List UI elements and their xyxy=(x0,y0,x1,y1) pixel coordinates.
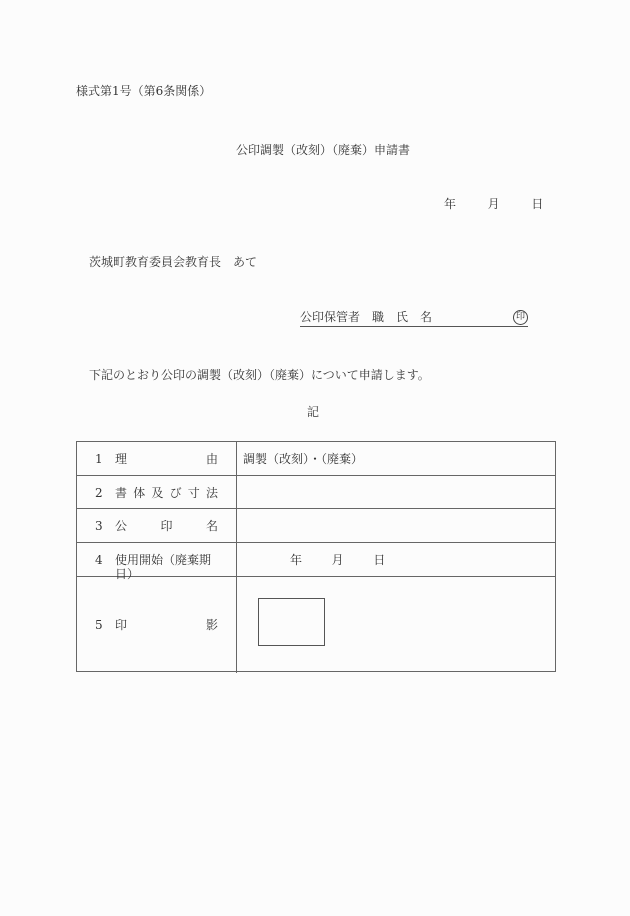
document-title: 公印調製（改刻）（廃棄）申請書 xyxy=(236,143,411,157)
body-text: 下記のとおり公印の調製（改刻）（廃棄）について申請します。 xyxy=(89,368,430,382)
table-row-font-size xyxy=(77,476,555,509)
table-row-start-date xyxy=(77,543,555,581)
seal-impression-box[interactable] xyxy=(258,598,325,646)
date-year: 年 xyxy=(444,197,457,211)
label-cell: 2 書 体 及 び 寸 法 xyxy=(77,476,237,508)
label-cell: 1 理 由 xyxy=(77,442,237,475)
ki-heading: 記 xyxy=(307,405,320,419)
application-table xyxy=(76,441,556,672)
application-date xyxy=(444,197,543,211)
form-number: 様式第1号（第6条関係） xyxy=(76,84,212,98)
seal-name-value-cell[interactable] xyxy=(237,509,555,542)
start-date-value-cell[interactable]: 年 月 日 xyxy=(290,553,386,567)
label-cell: 3 公 印 名 xyxy=(77,509,237,542)
seal-impression-value-cell xyxy=(237,577,555,673)
label-cell: 5 印 影 xyxy=(77,577,237,673)
font-size-value-cell[interactable] xyxy=(237,476,555,508)
table-row-reason xyxy=(77,442,555,476)
applicant-signature-line xyxy=(300,310,528,327)
date-day: 日 xyxy=(531,197,544,211)
table-row-seal-name xyxy=(77,509,555,543)
reason-value: 調製（改刻）・（廃棄） xyxy=(243,452,364,466)
seal-mark-icon: 印 xyxy=(513,310,528,325)
label-cell: 4 使用開始（廃棄期日） xyxy=(77,543,237,576)
applicant-label: 公印保管者 職 氏 名 xyxy=(300,310,433,324)
date-month: 月 xyxy=(487,197,500,211)
reason-value-cell[interactable] xyxy=(237,442,555,475)
addressee: 茨城町教育委員会教育長 あて xyxy=(89,255,258,269)
table-row-seal-impression xyxy=(77,577,555,673)
